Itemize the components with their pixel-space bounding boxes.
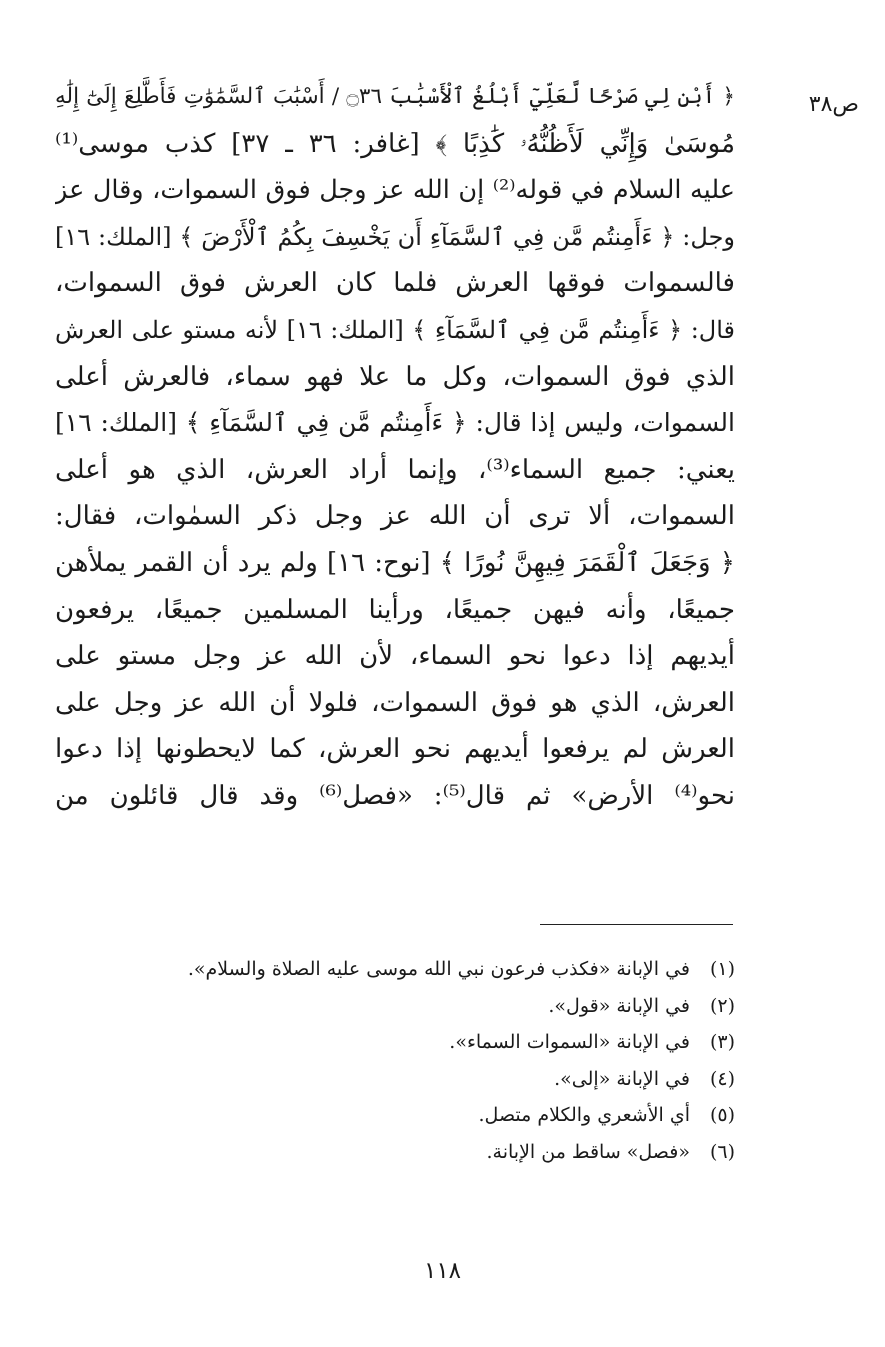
footnote [95,1068,735,1105]
footnote-number: (٤) [709,1067,735,1090]
main-text-block [55,74,735,820]
text-line: قال: ﴿ ءَأَمِنتُم مَّن فِي ٱلسَّمَآءِ ﴾ [الملك: ١٦] لأنه مستو على العرش [55,315,735,344]
text-line: ﴿ أَبْنِ لِي صَرْحًا لَّعَلِّيٓ أَبْلُغُ ٱلْأَسْبَٰبَ ۝٣٦ / أَسْبَٰبَ ٱلسَّمَٰوَٰتِ فَأَطَّلِعَ إِلَىٰٓ إِلَٰهِ [55,84,735,109]
page-number: ١١٨ [423,1258,462,1284]
text-line: أيديهم إذا دعوا نحو السماء، لأن الله عز وجل مستو على [55,641,735,672]
footnote-separator [540,924,733,925]
footnote-text: في الإبانة «فكذب فرعون نبي الله موسى عليه الصلاة والسلام». [187,958,690,980]
footnote-text: في الإبانة «السموات السماء». [449,1031,690,1053]
footnote [95,1031,735,1068]
text-line: ﴿ وَجَعَلَ ٱلْقَمَرَ فِيهِنَّ نُورًا ﴾ [نوح: ١٦] ولم يرد أن القمر يملأهن [55,547,735,578]
footnote-number: (٢) [709,994,735,1017]
footnote-text: في الإبانة «إلى». [554,1067,690,1090]
footnote [95,958,735,995]
text-line: العرش، الذي هو فوق السموات، فلولا أن الله عز وجل على [55,687,735,718]
text-line: مُوسَىٰ وَإِنِّي لَأَظُنُّهُۥ كَٰذِبًا ﴾ [غافر: ٣٦ ـ ٣٧] كذب موسى⁽¹⁾ [55,128,735,159]
margin-page-reference: ص٣٨ [808,92,859,117]
footnote [95,1141,735,1178]
text-line: يعني: جميع السماء⁽³⁾، وإنما أراد العرش، الذي هو أعلى [55,454,735,485]
text-line: السموات، وليس إذا قال: ﴿ ءَأَمِنتُم مَّن فِي ٱلسَّمَآءِ ﴾ [الملك: ١٦] [55,408,735,438]
footnote-text: «فصل» ساقط من الإبانة. [486,1140,690,1163]
footnote-text: في الإبانة «قول». [548,994,690,1017]
text-line: وجل: ﴿ ءَأَمِنتُم مَّن فِي ٱلسَّمَآءِ أَن يَخْسِفَ بِكُمُ ٱلْأَرْضَ ﴾ [الملك: ١٦] [55,222,735,251]
text-line: العرش لم يرفعوا أيديهم نحو العرش، كما لايحطونها إذا دعوا [55,734,735,765]
text-line: السموات، ألا ترى أن الله عز وجل ذكر السمٰوات، فقال: [55,501,735,532]
text-line: جميعًا، وأنه فيهن جميعًا، ورأينا المسلمين جميعًا، يرفعون [55,594,735,625]
footnote-number: (٣) [709,1031,735,1053]
footnote-number: (١) [709,958,735,980]
footnote-number: (٥) [709,1104,735,1126]
text-line: نحو⁽⁴⁾ الأرض» ثم قال⁽⁵⁾: «فصل⁽⁶⁾ وقد قال قائلون من [55,780,735,811]
footnotes [95,958,735,1177]
footnote [95,995,735,1032]
text-line: الذي فوق السموات، وكل ما علا فهو سماء، فالعرش أعلى [55,361,735,392]
text-line: عليه السلام في قوله⁽²⁾ إن الله عز وجل فوق السموات، وقال عز [55,175,735,206]
text-line: فالسموات فوقها العرش فلما كان العرش فوق السموات، [55,268,735,299]
footnote-text: أي الأشعري والكلام متصل. [478,1104,690,1126]
footnote-number: (٦) [709,1140,735,1163]
footnote [95,1104,735,1141]
